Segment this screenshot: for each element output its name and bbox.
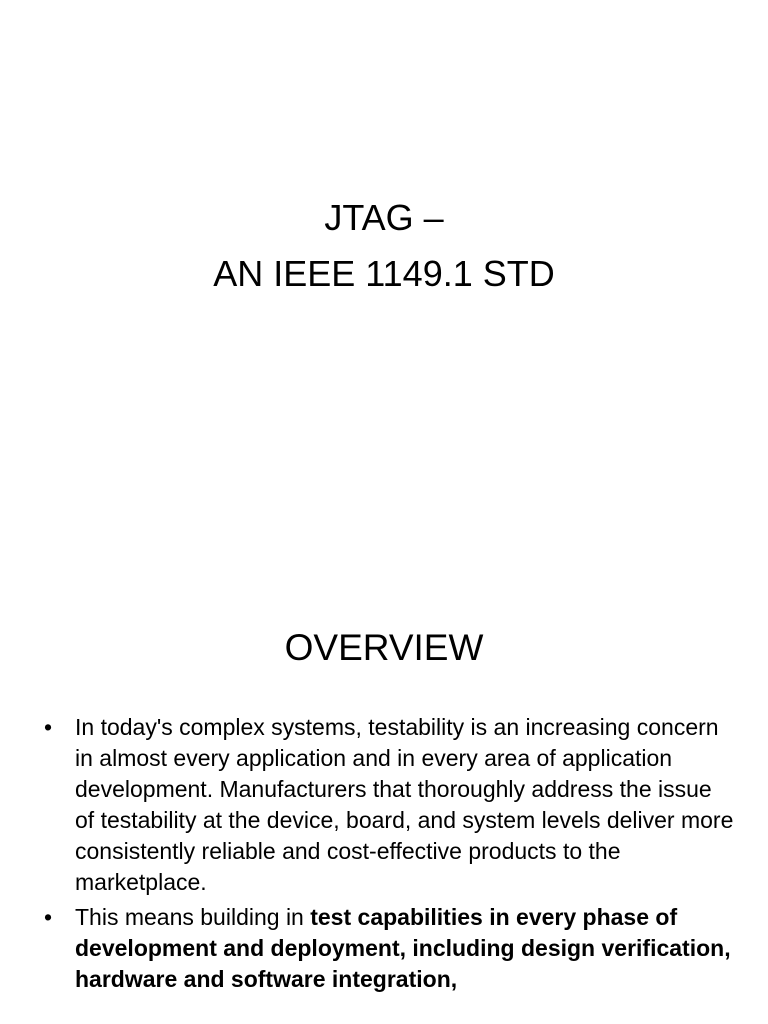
bullet-text-bold: test capabilities in every phase of development and deployment, including design verification, hardware and software integration,	[75, 904, 731, 992]
title-line-2: AN IEEE 1149.1 STD	[213, 253, 555, 294]
overview-slide	[0, 576, 768, 1024]
bullet-text-plain: This means building in	[75, 904, 311, 930]
bullet-text: In today's complex systems, testability is an increasing concern in almost every application and in every area of application development. Manufacturers that thoroughly address the issue of testability at the device, board, and system levels deliver more consistently reliable and cost-effective products to the marketplace.	[75, 714, 734, 895]
bullet-list	[44, 712, 734, 999]
bullet-icon: •	[44, 714, 53, 740]
bullet-item	[44, 902, 734, 995]
overview-heading: OVERVIEW	[284, 627, 484, 668]
bullet-item	[44, 712, 734, 898]
slide-title	[0, 190, 768, 302]
bullet-icon: •	[44, 904, 53, 930]
title-line-1: JTAG –	[324, 197, 444, 238]
